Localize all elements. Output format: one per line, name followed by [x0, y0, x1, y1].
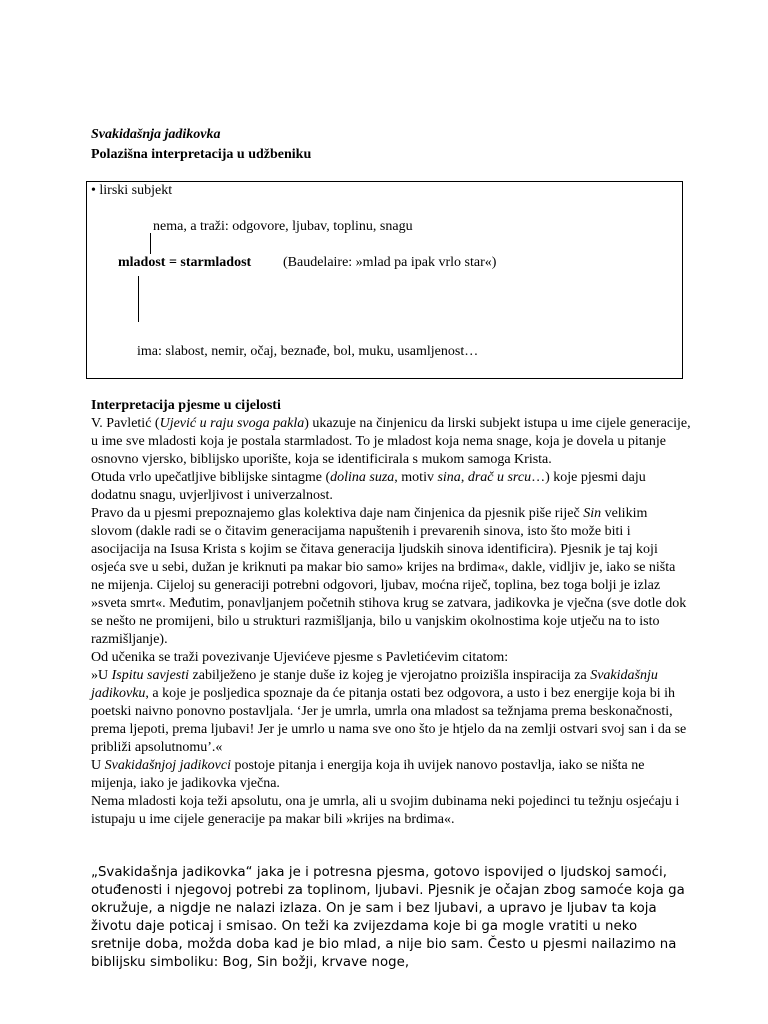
text-run: Od učenika se traži povezivanje Ujevićeve pjesme s Pavletićevim citatom: — [91, 650, 509, 665]
center-label: mladost = starmladost — [118, 255, 252, 270]
bottom-line-text: ima: slabost, nemir, očaj, beznađe, bol, muku, usamljenost… — [137, 344, 479, 359]
italic-text: Svakidašnju jadikovku — [91, 668, 658, 701]
italic-text: dolina suza — [330, 470, 395, 485]
text-run: …) koje pjesmi daju dodatnu snagu, uvjerljivost i univerzalnost. — [91, 470, 646, 503]
text-run: ) ukazuje na činjenicu da lirski subjekt istupa u ime cijele generacije, u ime sve mladosti koja je postala starmladost. To je mladost koja nema snage, koja je dovela u pitanje osnovno vjersko, biblijsko uporište, koja se identificirala s mukom samoga Krista. — [91, 416, 691, 467]
italic-text: Ujević u raju svoga pakla — [159, 416, 305, 431]
quote-paragraph — [91, 667, 691, 757]
text-run: postoje pitanja i energija koja ih uvijek nanovo postavlja, iako se ništa ne mijenja, iako je jadikovka vječna. — [91, 758, 645, 791]
document-subtitle: Polazišna interpretacija u udžbeniku — [91, 147, 312, 162]
section-heading: Interpretacija pjesme u cijelosti — [91, 398, 281, 413]
paragraph — [91, 649, 691, 667]
paragraph — [91, 469, 691, 505]
document-title: Svakidašnja jadikovka — [91, 127, 221, 142]
diagram-box — [86, 181, 683, 379]
text-run: »U — [91, 668, 112, 683]
text-run: , motiv — [394, 470, 438, 485]
connector-line-bottom — [138, 276, 139, 322]
italic-text: drač u srcu — [467, 470, 532, 485]
text-run: velikim slovom (dakle radi se o čitavim generacijama napuštenih i prevarenih sinova, isto što može biti i asocijacija na Isusa Krista s kojim se čitava generacija ljudskih sinova identificira). Pjesnik je taj koji osjeća sve u sebi, dužan je kriknuti pa makar bio samo» krijes na brdima«, dakle, vidljiv je, iako se ništa ne mijenja. Cijeloj su generaciji potrebni odgovori, ljubav, moćna riječ, toplina, bez toga bolji je izlaz »sveta smrt«. Međutim, ponavljanjem početnih stihova krug se zatvara, jadikovka je vječna (sve dotle dok se nešto ne promijeni, bilo u strukturi razmišljanja, bilo u vanjskim okolnostima koje utječu na to isto razmišljanje). — [91, 506, 687, 647]
paragraph — [91, 793, 691, 829]
text-run: V. Pavletić ( — [91, 416, 160, 431]
text-run: Nema mladosti koja teži apsolutu, ona je umrla, ali u svojim dubinama neki pojedinci tu težnju osjećaju i istupaju u ime cijele generacije pa makar bili »krijes na brdima«. — [91, 794, 680, 827]
top-line-text: nema, a traži: odgovore, ljubav, toplinu, snagu — [153, 219, 413, 234]
text-run: Pravo da u pjesmi prepoznajemo glas kolektiva daje nam činjenica da pjesnik piše riječ — [91, 506, 584, 521]
text-run: Otuda vrlo upečatljive biblijske sintagme ( — [91, 470, 331, 485]
text-run: , a koje je posljedica spoznaje da će pitanja ostati bez odgovora, a usto i bez energije koja bi ih poetski naivno ponovno postavljala. ‘Jer je umrla, umrla ona mladost sa težnjama prema beskonačnosti, prema ljepoti, prema ljubavi! Jer je umrlo u nama sve ono što je htjelo da na zemlji ostvari svoj san i da se približi apsolutnomu’.« — [91, 686, 687, 755]
closing-paragraph: „Svakidašnja jadikovka“ jaka je i potresna pjesma, gotovo ispovijed o ljudskoj samoći, otuđenosti i njegovoj potrebi za toplinom, ljubavi. Pjesnik je očajan zbog samoće koja ga okružuje, a nigdje ne nalazi izlaza. On je sam i bez ljubavi, a upravo je ljubav ta koja životu daje poticaj i smisao. On teži ka zvijezdama koje bi ga mogle vratiti u neko sretnije doba, možda doba kad je bio mlad, a nije bio sam. Često u pjesmi nailazimo na biblijsku simboliku: Bog, Sin božji, krvave noge, — [91, 865, 685, 970]
italic-text: Sin — [583, 506, 602, 521]
italic-text: Svakidašnjoj jadikovci — [104, 758, 231, 773]
center-note: (Baudelaire: »mlad pa ipak vrlo star«) — [283, 255, 497, 270]
connector-line-top — [150, 233, 151, 254]
interpretation-section — [91, 397, 691, 829]
paragraph — [91, 415, 691, 469]
text-run: zabilježeno je stanje duše iz kojeg je vjerojatno proizišla inspiracija za — [189, 668, 591, 683]
bullet-label: • lirski subjekt — [91, 183, 173, 198]
text-run: U — [91, 758, 105, 773]
paragraph — [91, 757, 691, 793]
paragraph — [91, 505, 691, 649]
text-run: , — [460, 470, 468, 485]
italic-text: Ispitu savjesti — [111, 668, 190, 683]
italic-text: sina — [437, 470, 461, 485]
